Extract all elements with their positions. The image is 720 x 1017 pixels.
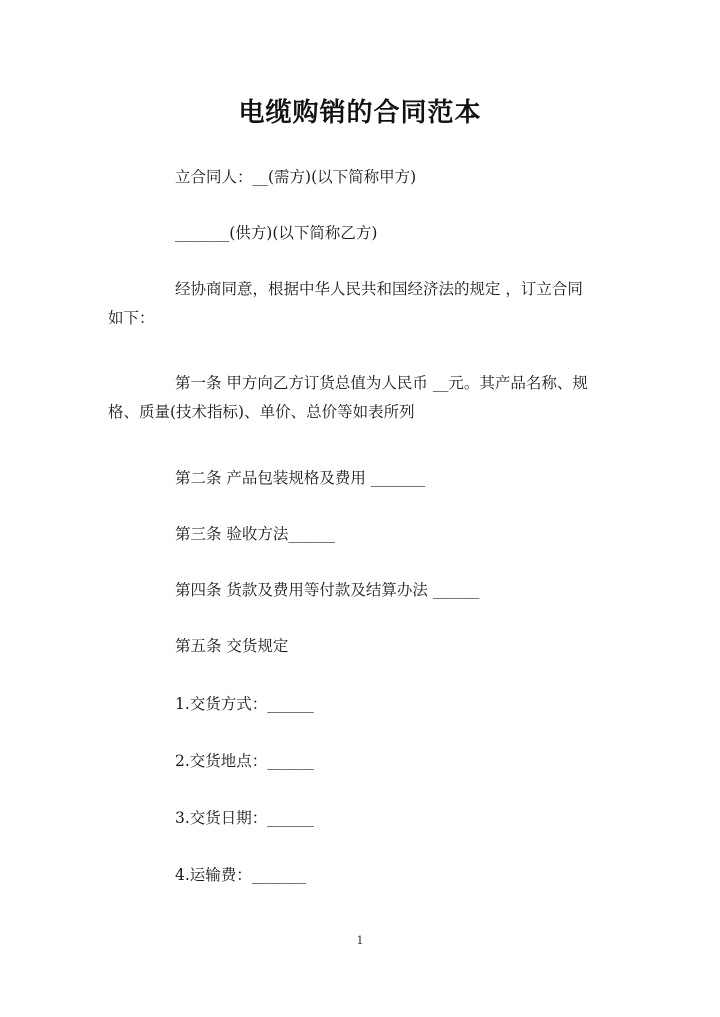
paragraph-line: 如下： — [108, 309, 155, 327]
paragraph-line: 第四条 货款及费用等付款及结算办法 ______ — [175, 581, 480, 599]
paragraph-line: 3.交货日期：______ — [175, 809, 314, 827]
paragraph-line: 第一条 甲方向乙方订货总值为人民币 __元。其产品名称、规 — [175, 374, 588, 392]
paragraph-line: 经协商同意，根据中华人民共和国经济法的规定 ，订立合同 — [175, 280, 583, 298]
list-item-delivery-date — [108, 804, 685, 833]
list-item-delivery-method — [108, 690, 685, 719]
list-item-delivery-location — [108, 747, 685, 776]
paragraph-parties-buyer — [108, 163, 685, 192]
paragraph-line: 第二条 产品包装规格及费用 _______ — [175, 469, 426, 487]
paragraph-parties-seller — [108, 219, 685, 248]
paragraph-line: _______(供方)(以下简称乙方) — [175, 224, 378, 242]
paragraph-line: 格、质量(技术指标)、单价、总价等如表所列 — [108, 403, 415, 421]
page-number: 1 — [356, 934, 364, 947]
paragraph-article-1 — [108, 369, 618, 427]
paragraph-line: 2.交货地点：______ — [175, 752, 314, 770]
list-item-transport-fee — [108, 861, 685, 890]
paragraph-line: 第五条 交货规定 — [175, 637, 289, 655]
paragraph-article-3 — [108, 520, 685, 549]
paragraph-agreement-basis — [108, 275, 618, 333]
paragraph-line: 第三条 验收方法______ — [175, 525, 335, 543]
paragraph-article-4 — [108, 576, 685, 605]
paragraph-line: 4.运输费：_______ — [175, 866, 307, 884]
paragraph-article-5 — [108, 632, 685, 661]
paragraph-article-2 — [108, 464, 685, 493]
paragraph-line: 1.交货方式：______ — [175, 695, 314, 713]
document-title: 电缆购销的合同范本 — [238, 98, 482, 128]
paragraph-line: 立合同人：__(需方)(以下简称甲方) — [175, 168, 417, 186]
